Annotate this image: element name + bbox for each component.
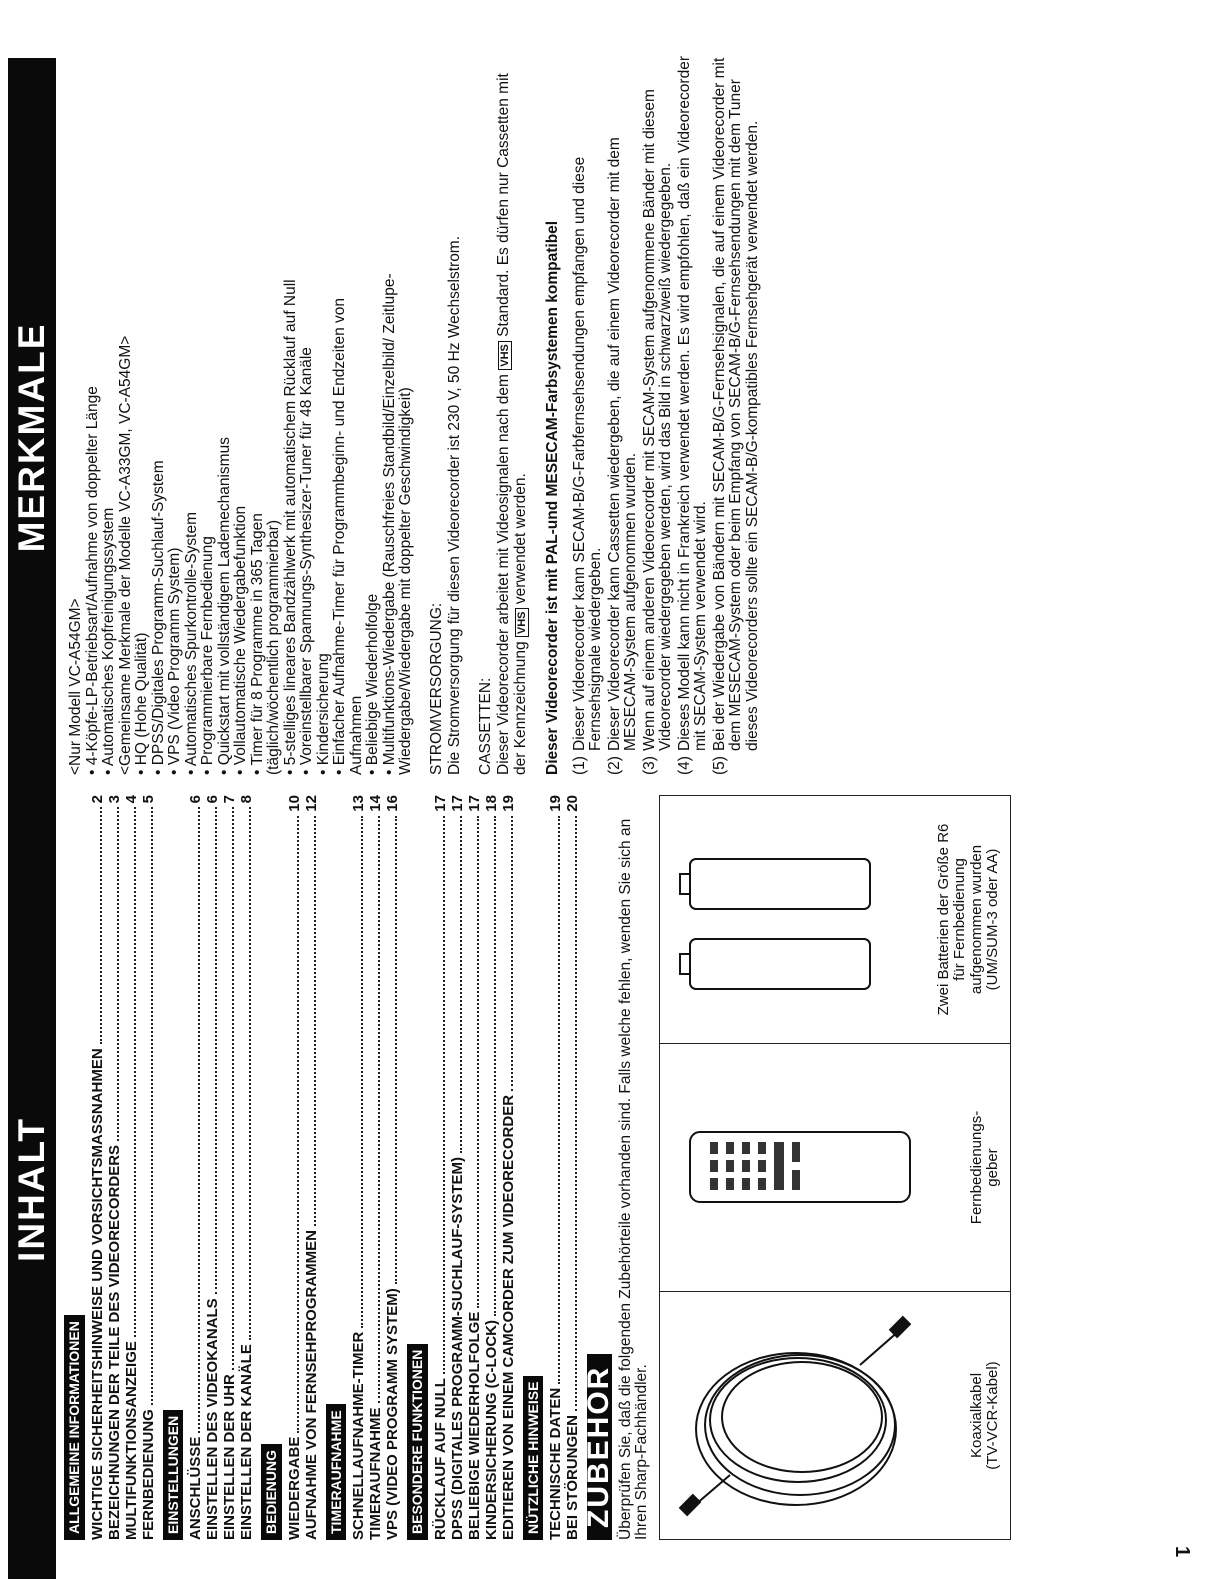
toc-item-page: 10 xyxy=(285,795,303,812)
toc-item-page: 20 xyxy=(564,795,581,812)
toc-item[interactable] xyxy=(303,795,320,1540)
note-text: Dieser Videorecorder kann Cassetten wiedergeben, die auf einem Videorecorder mit dem MESECAM-System aufgenommen wurden. xyxy=(605,137,639,751)
accessory-table xyxy=(659,795,1011,1540)
toc-section-label: ALLGEMEINE INFORMATIONEN xyxy=(64,1315,85,1540)
toc-section-label: BESONDERE FUNKTIONEN xyxy=(407,1344,428,1540)
page-number-text: 1 xyxy=(1171,1545,1194,1558)
feature-line: (täglich/wöchentlich programmierbar) xyxy=(265,520,282,775)
feature-line: • Automatisches Kopfreinigungssystem xyxy=(100,507,117,775)
toc-item-title: WICHTIGE SICHERHEITSHINWEISE UND VORSICHTSMASSNAHMEN xyxy=(88,1048,106,1540)
cass-text xyxy=(496,55,529,775)
vhs-logo: VHS xyxy=(498,341,512,370)
toc-item-title: BEI STÖRUNGEN xyxy=(564,1414,581,1540)
toc-leader-dots xyxy=(432,816,445,1374)
zubehoer-text: Überprüfen Sie, daß die folgenden Zubehörteile vorhanden sind. Falls welche fehlen, wenden Sie sich an Ihren Sharp-Fachhändler. xyxy=(616,818,650,1540)
feature-line: • Kindersicherung xyxy=(314,653,332,775)
inhalt-banner: INHALT xyxy=(8,800,56,1579)
note-number: (3) xyxy=(640,756,658,775)
page-number xyxy=(1171,1540,1194,1563)
note-number: (1) xyxy=(570,756,588,775)
toc-item-title: EINSTELLEN DES VIDEOKANALS xyxy=(204,1298,221,1540)
table-of-contents xyxy=(58,795,581,1540)
toc-item-page: 17 xyxy=(465,795,483,812)
accessory-cable-label: Koaxialkabel (TV-VCR-Kabel) xyxy=(967,1361,1001,1470)
toc-leader-dots xyxy=(238,807,251,1340)
feature-line: <Gemeinsame Merkmale der Modelle VC-A33GM, VC-A54GM> xyxy=(116,335,134,775)
toc-leader-dots xyxy=(286,816,299,1433)
toc-item-page: 2 xyxy=(88,795,106,804)
toc-item-page: 16 xyxy=(384,795,401,812)
toc-item-title: AUFNAHME VON FERNSEHPROGRAMMEN xyxy=(302,1229,320,1540)
feature-line: • 4-Köpfe-LP-Betriebsart/Aufnahme von doppelter Länge xyxy=(83,386,101,775)
toc-item[interactable] xyxy=(367,795,384,1540)
toc-leader-dots xyxy=(564,816,577,1411)
toc-section-label: BEDIENUNG xyxy=(261,1444,282,1540)
toc-item-page: 19 xyxy=(547,795,564,812)
toc-item[interactable] xyxy=(384,795,401,1540)
toc-item-title: EINSTELLEN DER UHR xyxy=(221,1374,238,1540)
toc-item-title: VPS (VIDEO PROGRAMM SYSTEM) xyxy=(384,1288,401,1540)
inhalt-column xyxy=(0,790,1208,1580)
strom-title: STROMVERSORGUNG: xyxy=(427,602,445,775)
feature-line: Wiedergabe/Wiedergabe mit doppelter Geschwindigkeit) xyxy=(397,387,414,775)
accessory-batteries xyxy=(660,796,1010,1043)
toc-item[interactable] xyxy=(483,795,500,1540)
toc-item-title: EDITIEREN VON EINEM CAMCORDER ZUM VIDEORECORDER xyxy=(499,1094,517,1540)
feature-line: Aufnahmen xyxy=(347,695,365,775)
feature-list xyxy=(68,55,415,775)
toc-item-title: TECHNISCHE DATEN xyxy=(547,1387,564,1540)
note-text: Dieser Videorecorder kann SECAM-B/G-Farbfernsehsendungen empfangen und diese Fernsehsignale wiedergeben. xyxy=(570,156,604,751)
merkmale-column xyxy=(0,0,1208,785)
toc-item-page: 6 xyxy=(204,795,221,804)
accessory-batteries-label: Zwei Batterien der Größe R6 für Fernbedienung aufgenommen wurden (UM/SUM-3 oder AA) xyxy=(934,823,1001,1016)
toc-item-page: 5 xyxy=(139,795,157,804)
feature-line: • Einfacher Aufnahme-Timer für Programmbeginn- und Endzeiten von xyxy=(331,298,348,775)
toc-item[interactable] xyxy=(432,795,449,1540)
strom-text: Die Stromversorgung für diesen Videorecorder ist 230 V, 50 Hz Wechselstrom. xyxy=(446,235,463,775)
cass-title: CASSETTEN: xyxy=(476,677,494,775)
toc-item-title: EINSTELLEN DER KANÄLE xyxy=(238,1344,255,1540)
toc-item-title: RÜCKLAUF AUF NULL xyxy=(431,1378,449,1540)
note-text: Wenn auf einem anderen Videorecorder mit SECAM-System aufgenommene Bänder mit diesem Videorecorder wiedergegeben werden, wird das Bild in schwarz/weiß wiedergegeben. xyxy=(640,89,674,751)
zubehoer-banner: ZUBEHÖR xyxy=(587,1354,612,1540)
feature-line: • Beliebige Wiederholfolge xyxy=(364,593,381,775)
toc-item[interactable] xyxy=(140,795,157,1540)
feature-line: • VPS (Video Programm System) xyxy=(166,547,183,775)
toc-leader-dots xyxy=(500,816,513,1091)
toc-leader-dots xyxy=(384,816,397,1285)
toc-item-page: 3 xyxy=(105,795,123,804)
toc-section-label: EINSTELLUNGEN xyxy=(163,1410,184,1540)
feature-line: • DPSS/Digitales Programm-Suchlauf-System xyxy=(149,460,167,775)
toc-section-label: NÜTZLICHE HINWEISE xyxy=(523,1376,544,1540)
toc-item-page: 13 xyxy=(350,795,367,812)
inhalt-content xyxy=(58,795,1078,1540)
feature-line: <Nur Modell VC-A54GM> xyxy=(67,598,84,775)
toc-item-title: WIEDERGABE xyxy=(285,1436,303,1540)
toc-section-label: TIMERAUFNAHME xyxy=(326,1404,347,1540)
note-number: (2) xyxy=(605,756,623,775)
toc-leader-dots xyxy=(303,816,316,1226)
toc-leader-dots xyxy=(140,807,153,1405)
toc-leader-dots xyxy=(106,807,119,1141)
feature-line: • Automatisches Spurkontrolle-System xyxy=(182,511,200,775)
toc-leader-dots xyxy=(449,816,462,1153)
note-item xyxy=(572,55,605,775)
notes-list xyxy=(572,55,762,775)
toc-item[interactable] xyxy=(89,795,106,1540)
toc-item[interactable] xyxy=(286,795,303,1540)
toc-leader-dots xyxy=(350,816,363,1328)
vhs-logo-2: VHS xyxy=(515,608,529,637)
toc-item-page: 6 xyxy=(187,795,204,804)
toc-item-title: TIMERAUFNAHME xyxy=(367,1407,384,1540)
note-item xyxy=(607,55,640,775)
toc-item-title: BELIEBIGE WIEDERHOLFOLGE xyxy=(465,1311,483,1540)
note-number: (4) xyxy=(675,756,693,775)
note-item xyxy=(677,55,710,775)
toc-item[interactable] xyxy=(500,795,517,1540)
feature-line: • 5-stelliges lineares Bandzählwerk mit automatischem Rücklauf auf Null xyxy=(281,279,299,775)
remote-control-icon xyxy=(680,1113,920,1223)
toc-item[interactable] xyxy=(221,795,238,1540)
toc-item[interactable] xyxy=(449,795,466,1540)
feature-line: • Multifunktions-Wiedergabe (Rauschfreies Standbild/Einzelbild/ Zeitlupe- xyxy=(380,273,398,775)
feature-line: • Programmierbare Fernbedienung xyxy=(199,536,216,775)
toc-leader-dots xyxy=(221,807,234,1370)
toc-item[interactable] xyxy=(187,795,204,1540)
toc-item-page: 12 xyxy=(302,795,320,812)
merkmale-content xyxy=(68,55,1178,775)
note-text: Bei der Wiedergabe von Bändern mit SECAM-B/G-Fernsehsignalen, die auf einem Videorecorder mit dem MESECAM-System oder beim Empfang von SECAM-B/G-Fernsehsendungen mit dem Tuner dieses Videorecorders sollte ein SECAM-B/G-kompatibles Fernsehgerät verwendet werden. xyxy=(710,57,761,751)
toc-item-page: 19 xyxy=(499,795,517,812)
coax-cable-icon xyxy=(670,1296,930,1536)
battery-icon xyxy=(670,820,890,1020)
accessory-cable xyxy=(660,1291,1010,1539)
toc-item[interactable] xyxy=(106,795,123,1540)
toc-item-page: 8 xyxy=(238,795,255,804)
toc-item-title: SCHNELLAUFNAHME-TIMER xyxy=(350,1331,367,1540)
toc-leader-dots xyxy=(187,807,200,1432)
toc-item[interactable] xyxy=(547,795,564,1540)
note-item xyxy=(642,55,675,775)
compat-title: Dieser Videorecorder ist mit PAL-und MESECAM-Farbsystemen kompatibel xyxy=(544,220,561,775)
toc-item[interactable] xyxy=(466,795,483,1540)
feature-line: • HQ (Hohe Qualität) xyxy=(133,632,150,775)
toc-item-page: 7 xyxy=(221,795,238,804)
toc-item-title: MULTIFUNKTIONSANZEIGE xyxy=(122,1341,140,1540)
toc-leader-dots xyxy=(204,807,217,1294)
cass-text-2: Standard. Es dürfen nur Cassetten mit der Kennzeichnung xyxy=(495,73,529,775)
toc-item-title: FERNBEDIENUNG xyxy=(139,1409,157,1540)
feature-line: • Timer für 8 Programme in 365 Tagen xyxy=(248,513,266,775)
toc-leader-dots xyxy=(466,816,479,1308)
toc-leader-dots xyxy=(547,816,560,1384)
note-number: (5) xyxy=(710,756,728,775)
toc-item-page: 4 xyxy=(122,795,140,804)
toc-leader-dots xyxy=(483,816,496,1316)
toc-item-page: 18 xyxy=(482,795,500,812)
toc-item[interactable] xyxy=(123,795,140,1540)
toc-item[interactable] xyxy=(204,795,221,1540)
note-item xyxy=(712,55,762,775)
toc-item-page: 17 xyxy=(448,795,466,812)
toc-item[interactable] xyxy=(350,795,367,1540)
toc-item-page: 17 xyxy=(431,795,449,812)
feature-line: • Voreinstellbarer Spannungs-Synthesizer-Tuner für 48 Kanäle xyxy=(298,347,315,775)
toc-item-title: KINDERSICHERUNG (C-LOCK) xyxy=(482,1320,500,1540)
accessory-remote xyxy=(660,1043,1010,1291)
cass-text-3: verwendet werden. xyxy=(511,473,529,605)
merkmale-banner: MERKMALE xyxy=(8,58,56,817)
toc-leader-dots xyxy=(123,807,136,1337)
toc-item[interactable] xyxy=(564,795,581,1540)
toc-item-title: DPSS (DIGITALES PROGRAMM-SUCHLAUF-SYSTEM) xyxy=(448,1156,466,1540)
toc-item-page: 14 xyxy=(367,795,384,812)
toc-leader-dots xyxy=(367,816,380,1404)
accessory-remote-label: Fernbedienungs- geber xyxy=(967,1110,1001,1225)
feature-line: • Quickstart mit vollständigem Lademechanismus xyxy=(215,437,233,775)
toc-item[interactable] xyxy=(238,795,255,1540)
toc-item-title: BEZEICHNUNGEN DER TEILE DES VIDEORECORDERS xyxy=(105,1144,123,1540)
toc-leader-dots xyxy=(89,807,102,1044)
feature-line: • Vollautomatische Wiedergabefunktion xyxy=(232,505,249,775)
cass-text-1: Dieser Videorecorder arbeitet mit Videosignalen nach dem xyxy=(495,374,512,775)
note-text: Dieses Modell kann nicht in Frankreich verwendet werden. Es wird empfohlen, daß ein Videorecorder mit SECAM-System verwendet wird. xyxy=(675,56,709,751)
toc-item-title: ANSCHLÜSSE xyxy=(187,1436,204,1540)
